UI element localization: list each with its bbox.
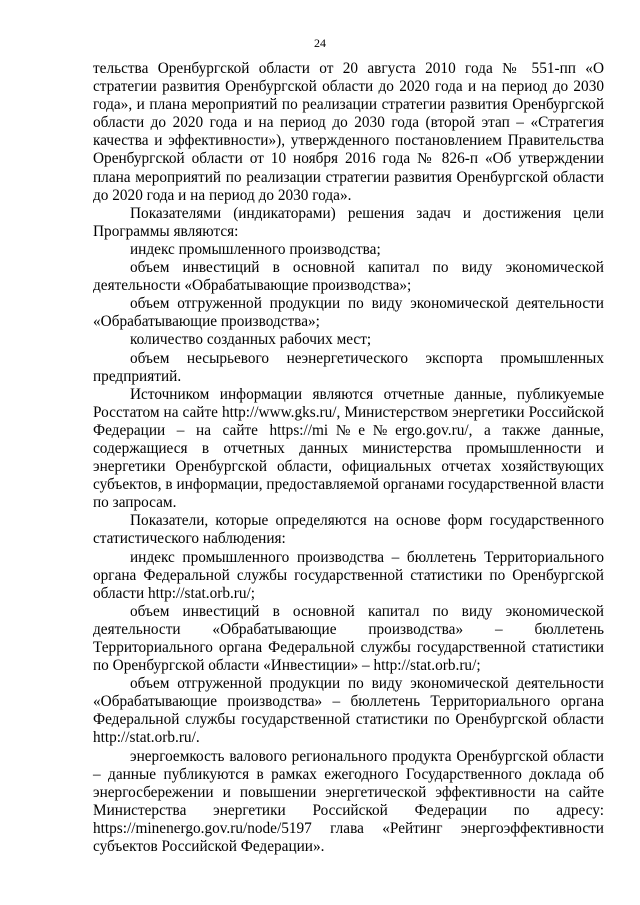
list-item: объем отгруженной продукции по виду экономической деятельности «Обрабатывающие производства»; — [93, 295, 604, 331]
list-item: объем несырьевого неэнергетического экспорта промышленных предприятий. — [93, 349, 604, 385]
page-number: 24 — [314, 36, 326, 50]
list-item: объем инвестиций в основной капитал по виду экономической деятельности «Обрабатывающие производства» – бюллетень Территориального органа Федеральной службы государственной статистики по Оренбургской области «Инвестиции» – http://stat.orb.ru/; — [93, 602, 604, 675]
list-item: количество созданных рабочих мест; — [130, 331, 372, 349]
paragraph: тельства Оренбургской области от 20 августа 2010 года № 551-пп «О стратегии развития Оренбургской области до 2020 года и на период до 2030 года», и плана мероприятий по реализации стратегии развития Оренбургской области до 2020 года и на период до 2030 года (второй этап – «Стратегия качества и эффективности»), утвержденного постановлением Правительства Оренбургской области от 10 ноября 2016 года № 826-п «Об утверждении плана мероприятий по реализации стратегии развития Оренбургской области до 2020 года и на период до 2030 года». — [93, 60, 604, 204]
body-text — [93, 60, 604, 856]
list-item: индекс промышленного производства; — [130, 240, 381, 258]
list-item: объем инвестиций в основной капитал по виду экономической деятельности «Обрабатывающие производства»; — [93, 259, 604, 295]
list-item: объем отгруженной продукции по виду экономической деятельности «Обрабатывающие производства» – бюллетень Территориального органа Федеральной службы государственной статистики по Оренбургской области http://stat.orb.ru/. — [93, 675, 604, 747]
paragraph: Показателями (индикаторами) решения задач и достижения цели Программы являются: — [93, 204, 604, 240]
paragraph: Источником информации являются отчетные данные, публикуемые Росстатом на сайте http://www.gks.ru/, Министерством энергетики Российской Федерации – на сайте https://mi№e№ergo.gov.ru/, а также данные, содержащиеся в отчетных данных министерства промышленности и энергетики Оренбургской области, официальных отчетах хозяйствующих субъектов, в информации, предоставляемой органами государственной власти по запросам. — [93, 385, 604, 512]
paragraph: Показатели, которые определяются на основе форм государственного статистического наблюдения: — [93, 512, 604, 548]
list-item: энергоемкость валового регионального продукта Оренбургской области – данные публикуются в рамках ежегодного Государственного доклада об энергосбережении и повышении энергетической эффективности на сайте Министерства энергетики Российской Федерации по адресу: https://minenergo.gov.ru/node/5197 глава «Рейтинг энергоэффективности субъектов Российской Федерации». — [93, 747, 604, 856]
list-item: индекс промышленного производства – бюллетень Территориального органа Федеральной службы государственной статистики по Оренбургской области http://stat.orb.ru/; — [93, 548, 604, 602]
